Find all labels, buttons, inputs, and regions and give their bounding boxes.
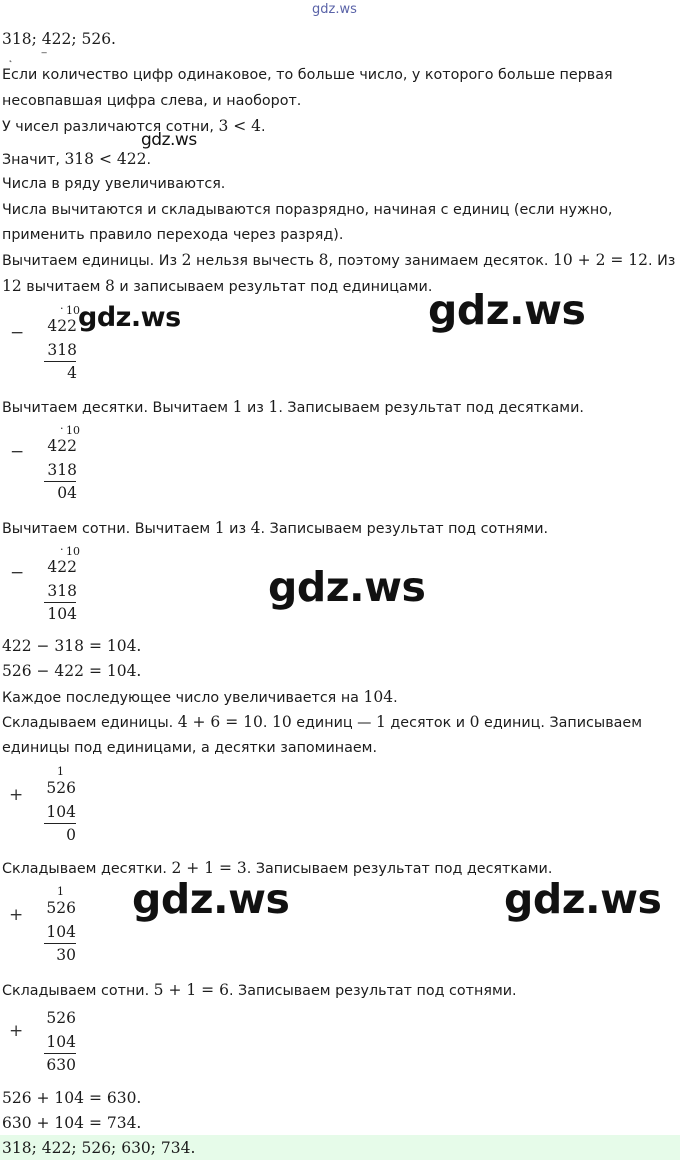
minus-sign: − bbox=[10, 323, 25, 343]
minus-sign: − bbox=[10, 442, 25, 462]
addend-top: 526 bbox=[46, 1009, 76, 1027]
sum: 0 bbox=[66, 826, 76, 844]
equation-line: 422 − 318 = 104. bbox=[2, 637, 142, 655]
borrow-dot: . bbox=[60, 419, 64, 432]
text-line: Вычитаем единицы. Из 2 нельзя вычесть 8, поэтому занимаем десяток. 10 + 2 = 12. Из bbox=[2, 251, 676, 269]
text-line: Каждое последующее число увеличивается на 104. bbox=[2, 688, 398, 706]
text-line: Значит, 318 < 422. bbox=[2, 150, 151, 168]
addend-bottom: 104 bbox=[46, 803, 76, 821]
text-line: несовпавшая цифра слева, и наоборот. bbox=[2, 93, 302, 109]
plus-sign: + bbox=[9, 1021, 24, 1041]
watermark: gdz.ws bbox=[504, 875, 662, 923]
borrow-carry: 10 bbox=[66, 424, 80, 437]
text-line: Складываем единицы. 4 + 6 = 10. 10 единиц — 1 десяток и 0 единиц. Записываем bbox=[2, 713, 642, 731]
text-line: Если количество цифр одинаковое, то больше число, у которого больше первая bbox=[2, 67, 613, 83]
text-line: применить правило перехода через разряд). bbox=[2, 227, 344, 243]
sum: 630 bbox=[46, 1056, 76, 1074]
watermark: gdz.ws bbox=[78, 302, 181, 333]
subtrahend: 318 bbox=[47, 341, 77, 359]
difference: 4 bbox=[67, 364, 77, 382]
watermark-small: gdz.ws bbox=[141, 130, 197, 150]
difference: 104 bbox=[47, 605, 77, 623]
watermark: gdz.ws bbox=[428, 286, 586, 334]
text-line: Числа вычитаются и складываются поразрядно, начиная с единиц (если нужно, bbox=[2, 202, 613, 218]
carry-digit: 1 bbox=[57, 885, 64, 898]
result-bar bbox=[44, 823, 76, 824]
text-line: Складываем десятки. 2 + 1 = 3. Записываем результат под десятками. bbox=[2, 859, 553, 877]
result-bar bbox=[44, 481, 76, 482]
text-line: Вычитаем десятки. Вычитаем 1 из 1. Записываем результат под десятками. bbox=[2, 398, 584, 416]
final-answer: 318; 422; 526; 630; 734. bbox=[2, 1139, 196, 1157]
minuend: 422 bbox=[47, 437, 77, 455]
borrow-dot: . bbox=[60, 540, 64, 553]
addend-top: 526 bbox=[46, 779, 76, 797]
borrow-carry: 10 bbox=[66, 545, 80, 558]
addend-bottom: 104 bbox=[46, 923, 76, 941]
result-bar bbox=[44, 1053, 76, 1054]
carry-digit: 1 bbox=[57, 765, 64, 778]
plus-sign: + bbox=[9, 785, 24, 805]
difference: 04 bbox=[57, 484, 77, 502]
text-line: Числа в ряду увеличиваются. bbox=[2, 176, 226, 192]
text-line: У чисел различаются сотни, 3 < 4. bbox=[2, 117, 266, 135]
plus-sign: + bbox=[9, 905, 24, 925]
text-line: единицы под единицами, а десятки запоминаем. bbox=[2, 740, 377, 756]
text-line: Вычитаем сотни. Вычитаем 1 из 4. Записываем результат под сотнями. bbox=[2, 519, 549, 537]
watermark: gdz.ws bbox=[132, 875, 290, 923]
subtrahend: 318 bbox=[47, 461, 77, 479]
result-bar bbox=[44, 943, 76, 944]
borrow-dot: . bbox=[60, 299, 64, 312]
watermark: gdz.ws bbox=[268, 563, 426, 611]
equation-line: 630 + 104 = 734. bbox=[2, 1114, 142, 1132]
minuend: 422 bbox=[47, 317, 77, 335]
addend-bottom: 104 bbox=[46, 1033, 76, 1051]
addend-top: 526 bbox=[46, 899, 76, 917]
result-bar bbox=[44, 602, 76, 603]
stray-mark: ˛ ‾ bbox=[8, 52, 47, 63]
sequence-line: 318; 422; 526. bbox=[2, 30, 116, 48]
minus-sign: − bbox=[10, 563, 25, 583]
equation-line: 526 + 104 = 630. bbox=[2, 1089, 142, 1107]
watermark-top: gdz.ws bbox=[312, 2, 357, 17]
text-line: Складываем сотни. 5 + 1 = 6. Записываем результат под сотнями. bbox=[2, 981, 517, 999]
minuend: 422 bbox=[47, 558, 77, 576]
borrow-carry: 10 bbox=[66, 304, 80, 317]
equation-line: 526 − 422 = 104. bbox=[2, 662, 142, 680]
text-line: 12 вычитаем 8 и записываем результат под единицами. bbox=[2, 277, 433, 295]
result-bar bbox=[44, 361, 76, 362]
sum: 30 bbox=[56, 946, 76, 964]
subtrahend: 318 bbox=[47, 582, 77, 600]
